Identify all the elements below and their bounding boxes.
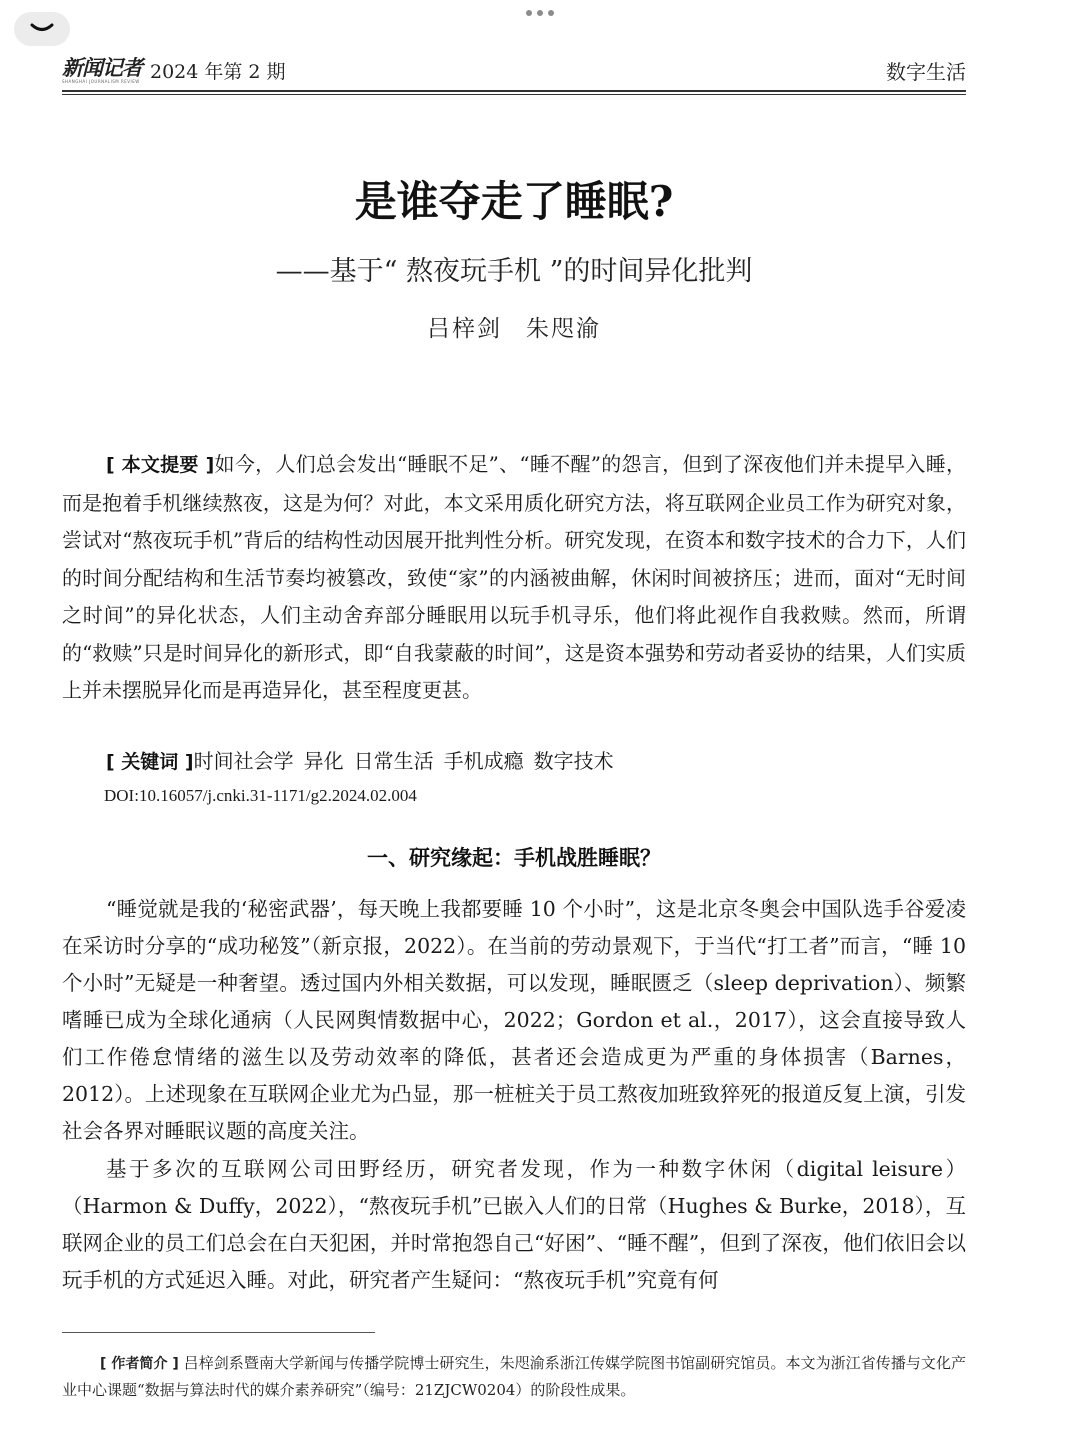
article-title: 是谁夺走了睡眠?: [354, 177, 674, 226]
journal-logo: 新闻记者 SHANGHAI JOURNALISM REVIEW: [62, 54, 142, 84]
keyword: 手机成瘾: [443, 749, 524, 773]
header-rule-thin: [62, 94, 966, 95]
footnote-text: 吕梓剑系暨南大学新闻与传播学院博士研究生，朱咫渝系浙江传媒学院图书馆副研究馆员。本文为浙江省传播与文化产业中心课题“数据与算法时代的媒介素养研究”（编号：21ZJCW0204）的阶段性成果。: [62, 1354, 966, 1399]
collapse-button[interactable]: [14, 12, 70, 46]
article-subtitle: ——基于“ 熬夜玩手机 ”的时间异化批判: [275, 256, 753, 287]
issue-label: 2024 年第 2 期: [150, 60, 286, 83]
keyword: 异化: [303, 749, 344, 773]
abstract-label: [ 本文提要 ]: [106, 454, 215, 476]
author-name: 朱咫渝: [526, 316, 601, 342]
keyword: 数字技术: [533, 749, 614, 773]
page-header: [62, 54, 966, 86]
footnote-rule: [62, 1332, 375, 1333]
author-line: [62, 312, 966, 346]
body-paragraph: “睡觉就是我的‘秘密武器’，每天晚上我都要睡 10 个小时”，这是北京冬奥会中国队选手谷爱凌在采访时分享的“成功秘笈”（新京报，2022）。在当前的劳动景观下，于当代“打工者”而言，“睡 10 个小时”无疑是一种奢望。透过国内外相关数据，可以发现，睡眠匮乏（sleep deprivation）、频繁嗜睡已成为全球化通病（人民网舆情数据中心，2022；Gordon et al.，2017），这会直接导致人们工作倦怠情绪的滋生以及劳动效率的降低，甚者还会造成更为严重的身体损害（Barnes，2012）。上述现象在互联网企业尤为凸显，那一桩桩关于员工熬夜加班致猝死的报道反复上演，引发社会各界对睡眠议题的高度关注。: [62, 897, 966, 1143]
keyword: 日常生活: [353, 749, 434, 773]
abstract-text: 如今，人们总会发出“睡眠不足”、“睡不醒”的怨言，但到了深夜他们并未提早入睡，而是抱着手机继续熬夜，这是为何？对此，本文采用质化研究方法，将互联网企业员工作为研究对象，尝试对“熬夜玩手机”背后的结构性动因展开批判性分析。研究发现，在资本和数字技术的合力下，人们的时间分配结构和生活节奏均被篡改，致使“家”的内涵被曲解，休闲时间被挤压；进而，面对“无时间之时间”的异化状态，人们主动舍弃部分睡眠用以玩手机寻乐，他们将此视作自我救赎。然而，所谓的“救赎”只是时间异化的新形式，即“自我蒙蔽的时间”，这是资本强势和劳动者妥协的结果，人们实质上并未摆脱异化而是再造异化，甚至程度更甚。: [62, 452, 966, 702]
header-rule: [62, 90, 966, 92]
doi: DOI:10.16057/j.cnki.31-1171/g2.2024.02.004: [104, 786, 417, 805]
footnote-label: [ 作者简介 ]: [100, 1356, 179, 1372]
section-name: 数字生活: [886, 59, 966, 84]
body-paragraph: 基于多次的互联网公司田野经历，研究者发现，作为一种数字休闲（digital leisure）（Harmon & Duffy，2022），“熬夜玩手机”已嵌入人们的日常（Hughes & Burke，2018），互联网企业的员工们总会在白天犯困，并时常抱怨自己“好困”、“睡不醒”，但到了深夜，他们依旧会以玩手机的方式延迟入睡。对此，研究者产生疑问：“熬夜玩手机”究竟有何: [62, 1157, 966, 1292]
footnote: [62, 1350, 966, 1403]
keyword: 时间社会学: [193, 749, 294, 773]
section-heading: 一、研究缘起：手机战胜睡眠？: [367, 846, 661, 870]
keywords: [106, 743, 966, 781]
more-dots-icon[interactable]: [520, 4, 560, 22]
abstract: [62, 446, 966, 710]
chevron-down-icon: [29, 22, 55, 36]
keywords-label: [ 关键词 ]: [106, 751, 194, 773]
author-name: 吕梓剑: [427, 316, 502, 342]
